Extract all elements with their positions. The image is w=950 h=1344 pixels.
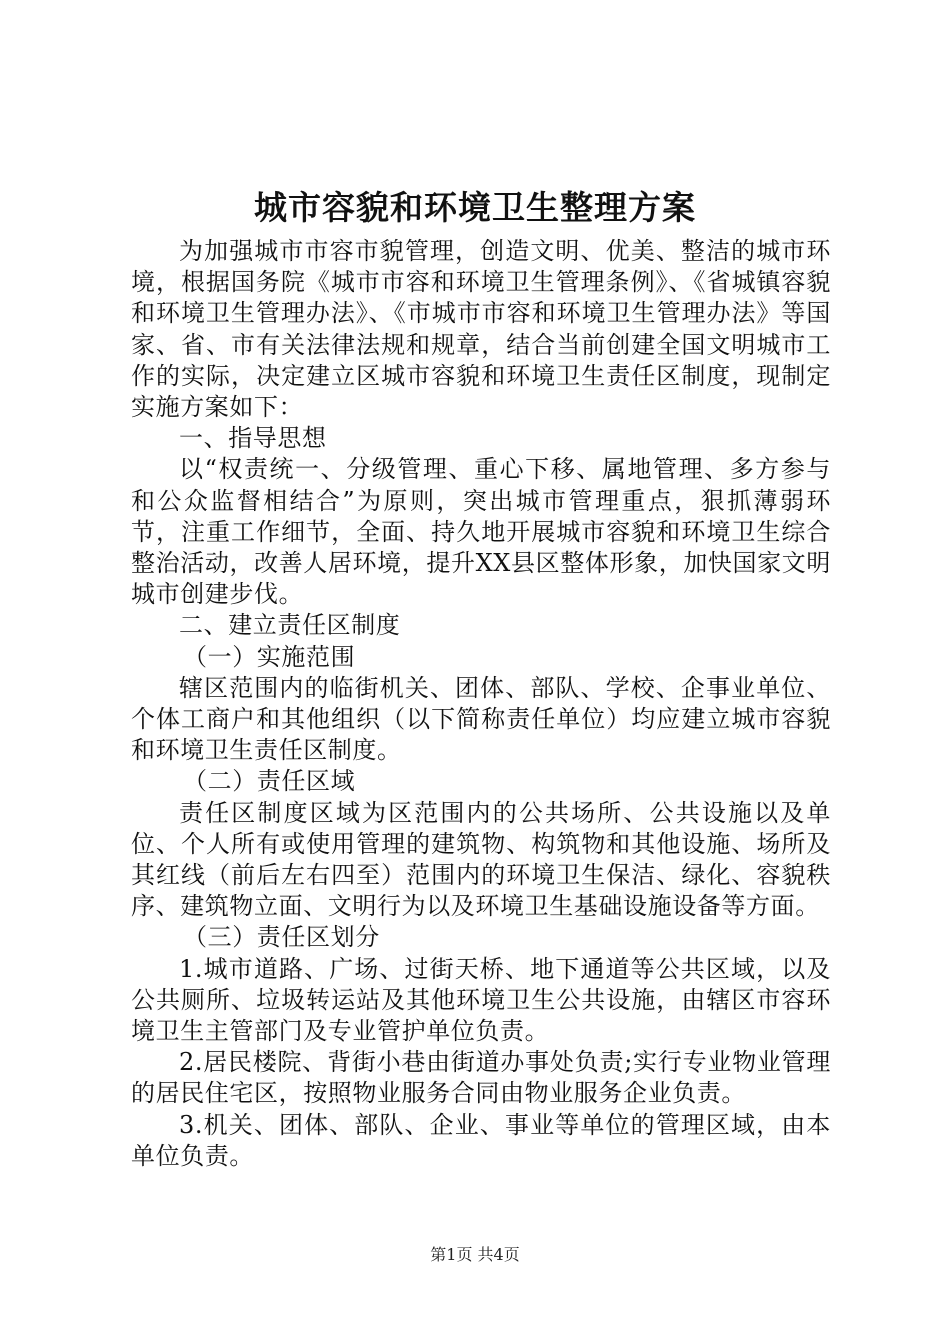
- intro-paragraph: 为加强城市市容市貌管理，创造文明、优美、整洁的城市环境，根据国务院《城市市容和环境卫生管理条例》、《省城镇容貌和环境卫生管理办法》、《市城市市容和环境卫生管理办法》等国家、省、市有关法律法规和规章，结合当前创建全国文明城市工作的实际，决定建立区城市容貌和环境卫生责任区制度，现制定实施方案如下：: [131, 237, 831, 422]
- section-heading-guiding-ideology: 一、指导思想: [179, 424, 327, 453]
- subsection-heading-division: （三）责任区划分: [183, 923, 380, 952]
- guiding-ideology-paragraph: 以“权责统一、分级管理、重心下移、属地管理、多方参与和公众监督相结合”为原则，突出城市管理重点，狠抓薄弱环节，注重工作细节，全面、持久地开展城市容貌和环境卫生综合整治活动，改善人居环境，提升XX县区整体形象，加快国家文明城市创建步伐。: [131, 455, 831, 609]
- subsection-heading-scope: （一）实施范围: [183, 642, 356, 671]
- division-item-2: 2.居民楼院、背街小巷由街道办事处负责;实行专业物业管理的居民住宅区，按照物业服务合同由物业服务企业负责。: [131, 1048, 831, 1108]
- division-item-1: 1.城市道路、广场、过街天桥、地下通道等公共区域，以及公共厕所、垃圾转运站及其他环境卫生公共设施，由辖区市容环境卫生主管部门及专业管护单位负责。: [131, 954, 831, 1046]
- subsection-heading-area: （二）责任区域: [183, 767, 356, 796]
- area-paragraph: 责任区制度区域为区范围内的公共场所、公共设施以及单位、个人所有或使用管理的建筑物、构筑物和其他设施、场所及其红线（前后左右四至）范围内的环境卫生保洁、绿化、容貌秩序、建筑物立面、文明行为以及环境卫生基础设施设备等方面。: [131, 798, 831, 921]
- document-body: [131, 236, 831, 1172]
- section-heading-responsibility-system: 二、建立责任区制度: [179, 611, 401, 640]
- division-item-3: 3.机关、团体、部队、企业、事业等单位的管理区域，由本单位负责。: [131, 1110, 831, 1170]
- document-title: 城市容貌和环境卫生整理方案: [254, 188, 696, 227]
- page-footer: 第1页 共4页: [430, 1245, 520, 1264]
- scope-paragraph: 辖区范围内的临街机关、团体、部队、学校、企事业单位、个体工商户和其他组织（以下简称责任单位）均应建立城市容貌和环境卫生责任区制度。: [131, 673, 831, 765]
